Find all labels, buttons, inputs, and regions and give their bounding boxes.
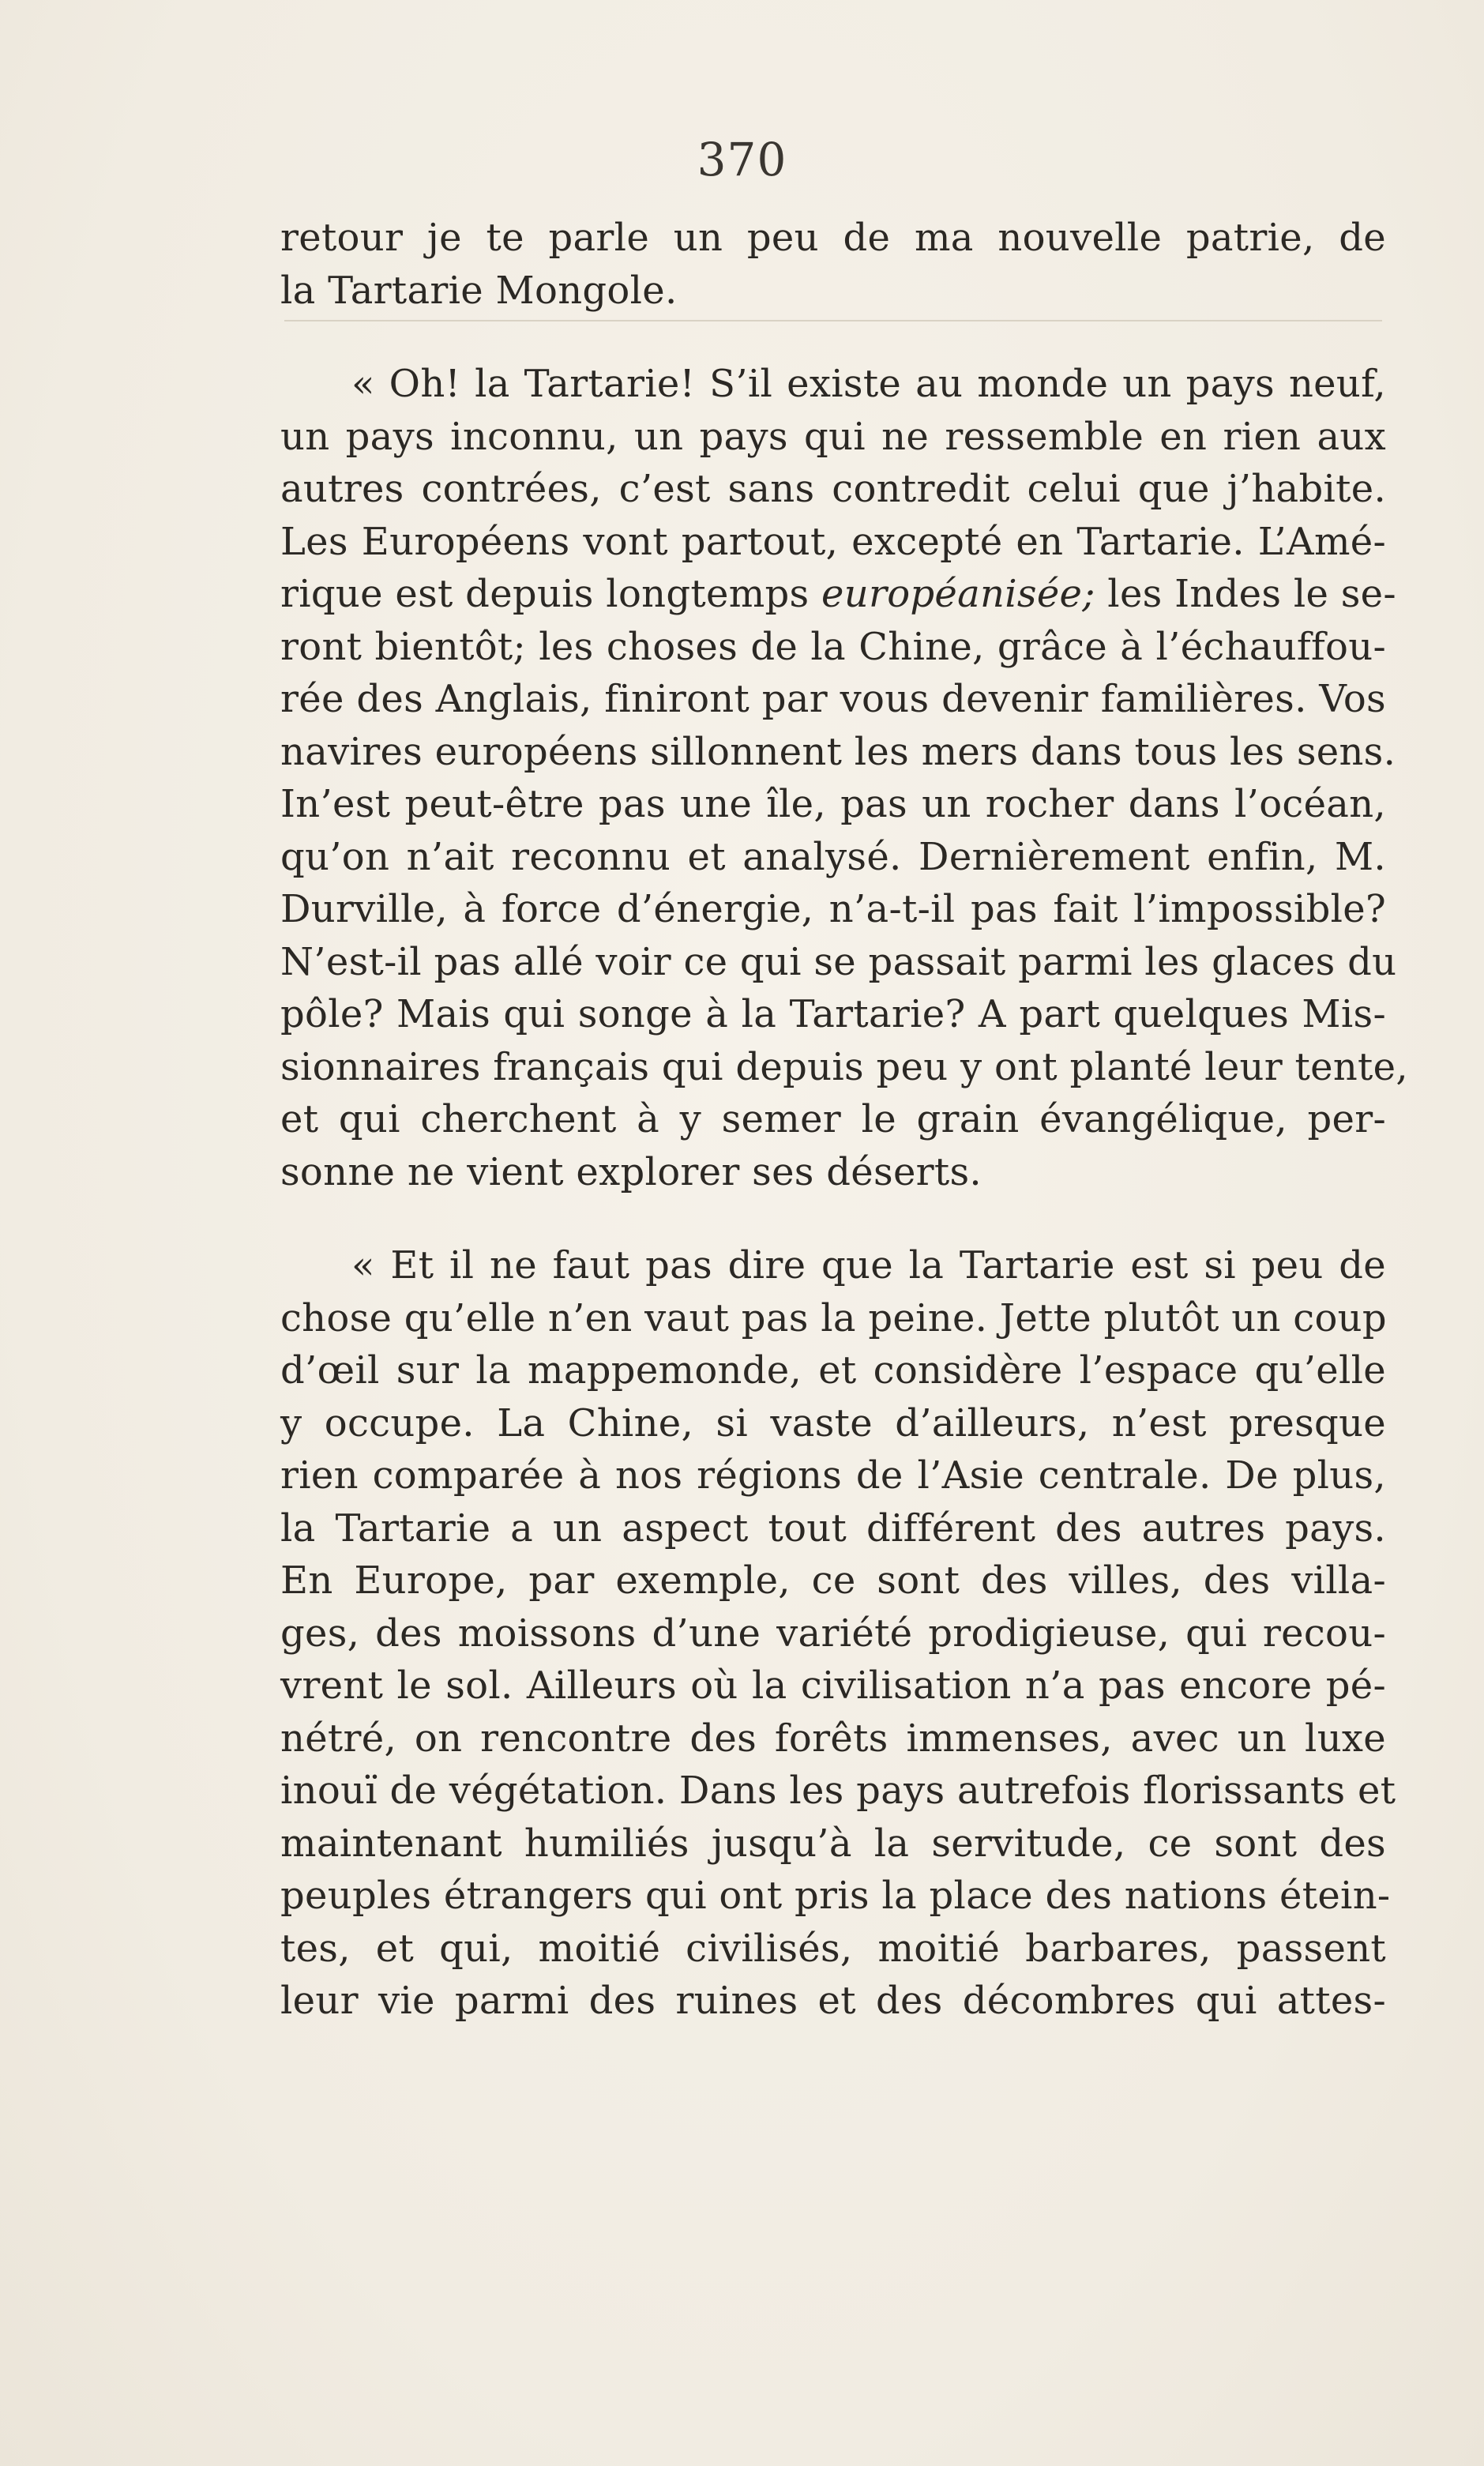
text-line: la Tartarie Mongole. [280, 268, 678, 313]
text-line: rée des Anglais, finiront par vous devenir familières. Vos [280, 677, 1386, 721]
text-line: rien comparée à nos régions de l’Asie centrale. De plus, [280, 1453, 1386, 1498]
text-line: la Tartarie a un aspect tout différent des autres pays. [280, 1506, 1386, 1551]
text-line: « Et il ne faut pas dire que la Tartarie est si peu de [351, 1243, 1386, 1288]
text-line: N’est-il pas allé voir ce qui se passait parmi les glaces du [280, 939, 1397, 984]
text-line: ges, des moissons d’une variété prodigieuse, qui recou- [280, 1611, 1386, 1656]
text-line: sonne ne vient explorer ses déserts. [280, 1149, 982, 1194]
text-line: d’œil sur la mappemonde, et considère l’espace qu’elle [280, 1348, 1386, 1393]
paragraph [280, 1239, 1396, 2028]
emphasized-word: européanisée; [821, 572, 1095, 616]
text-line: maintenant humiliés jusqu’à la servitude, ce sont des [280, 1821, 1386, 1866]
page-number: 370 [697, 133, 787, 186]
text-line: qu’on n’ait reconnu et analysé. Dernièrement enfin, M. [280, 834, 1386, 879]
body-text [280, 212, 1408, 2028]
text-line: pôle? Mais qui songe à la Tartarie? A part quelques Mis- [280, 992, 1386, 1036]
text-line: tes, et qui, moitié civilisés, moitié barbares, passent [280, 1926, 1386, 1971]
text-line: chose qu’elle n’en vaut pas la peine. Jette plutôt un coup [280, 1295, 1387, 1340]
text-fragment: rique est depuis longtemps [280, 572, 810, 616]
paragraph [280, 212, 1386, 317]
text-line: Les Européens vont partout, excepté en Tartarie. L’Amé- [280, 519, 1386, 564]
paragraph [280, 358, 1408, 1198]
text-line: vrent le sol. Ailleurs où la civilisation n’a pas encore pé- [280, 1663, 1386, 1708]
text-line [280, 568, 1396, 621]
text-line: inouï de végétation. Dans les pays autrefois florissants et [280, 1769, 1396, 1813]
text-line: peuples étrangers qui ont pris la place des nations étein- [280, 1874, 1391, 1918]
text-line: En Europe, par exemple, ce sont des villes, des villa- [280, 1558, 1386, 1603]
text-line: retour je te parle un peu de ma nouvelle patrie, de [280, 216, 1386, 260]
text-line: navires européens sillonnent les mers dans tous les sens. [280, 729, 1396, 774]
text-line: « Oh! la Tartarie! S’il existe au monde un pays neuf, [351, 362, 1386, 406]
text-line: un pays inconnu, un pays qui ne ressemble en rien aux [280, 414, 1386, 459]
text-line: nétré, on rencontre des forêts immenses, avec un luxe [280, 1716, 1386, 1761]
text-fragment: les Indes le se- [1095, 572, 1396, 616]
text-line: leur vie parmi des ruines et des décombres qui attes- [280, 1979, 1386, 2023]
text-line: autres contrées, c’est sans contredit celui que j’habite. [280, 467, 1386, 511]
text-line: In’est peut-être pas une île, pas un rocher dans l’océan, [280, 782, 1386, 826]
text-line: Durville, à force d’énergie, n’a-t-il pas fait l’impossible? [280, 887, 1386, 931]
text-line: et qui cherchent à y semer le grain évangélique, per- [280, 1097, 1386, 1141]
text-line: sionnaires français qui depuis peu y ont planté leur tente, [280, 1044, 1408, 1089]
text-line: ront bientôt; les choses de la Chine, grâce à l’échauffou- [280, 624, 1386, 669]
text-line: y occupe. La Chine, si vaste d’ailleurs, n’est presque [280, 1400, 1386, 1445]
